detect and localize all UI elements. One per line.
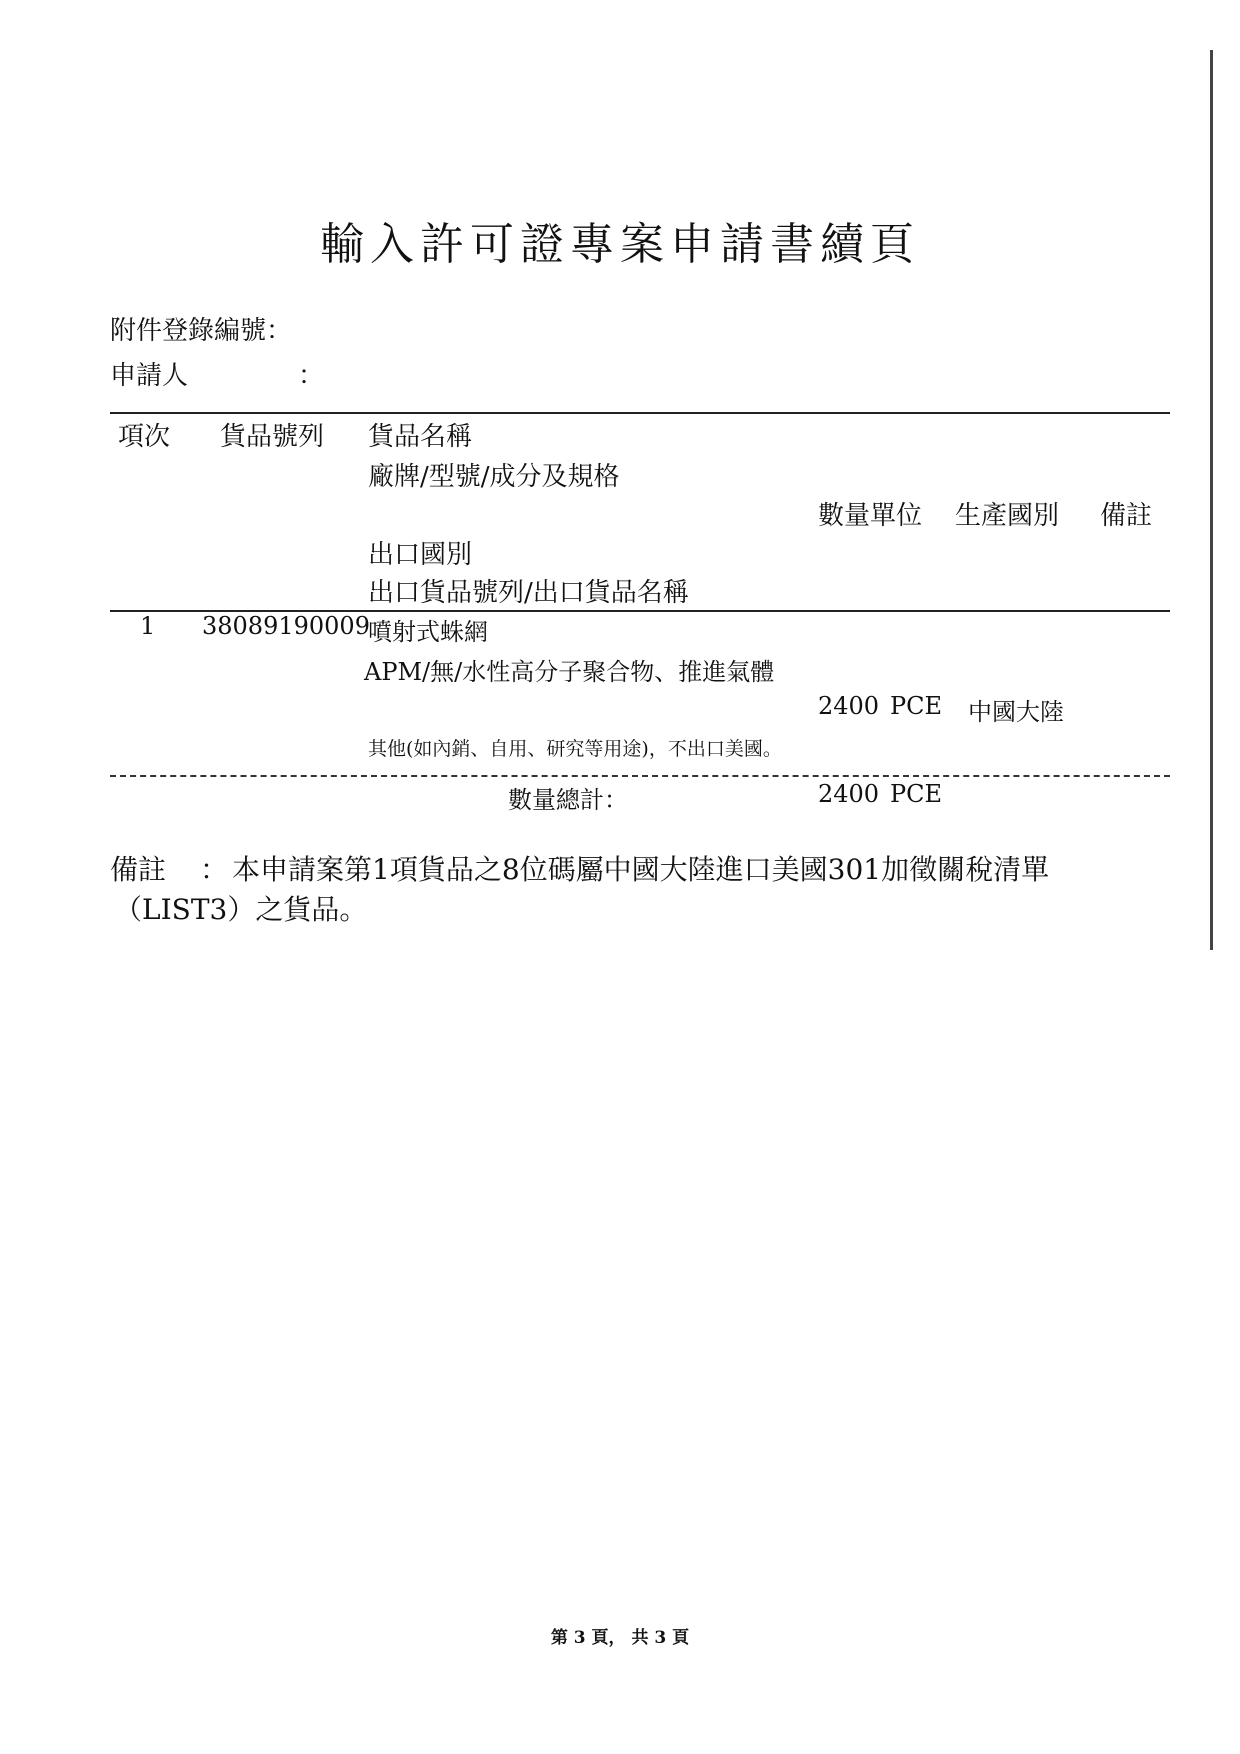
- remark-colon: ：: [200, 853, 229, 886]
- attachment-no-label: 附件登錄編號：: [110, 316, 293, 346]
- header-note: 備註: [1100, 501, 1153, 531]
- document-title: 輸入許可證專案申請書續頁: [320, 219, 920, 270]
- row-quantity: 2400: [818, 692, 880, 720]
- row-spec: APM/無/水性高分子聚合物、推進氣體: [364, 658, 775, 686]
- total-quantity: 2400: [818, 780, 880, 808]
- total-label: 數量總計：: [508, 786, 628, 814]
- header-export-country: 出口國別: [368, 540, 473, 570]
- remark-label: 備註: [110, 853, 167, 886]
- header-export-goods: 出口貨品號列/出口貨品名稱: [368, 578, 689, 608]
- row-origin: 中國大陸: [968, 698, 1064, 726]
- applicant-colon: ：: [298, 361, 325, 391]
- header-item-no: 項次: [118, 422, 171, 452]
- header-goods-name: 貨品名稱: [368, 422, 473, 452]
- remark-line-1: 本申請案第1項貨品之8位碼屬中國大陸進口美國301加徵關稅清單: [232, 853, 1050, 886]
- total-dashed-rule: [110, 775, 1170, 777]
- table-top-rule: [110, 412, 1170, 414]
- header-qty-unit: 數量單位: [818, 501, 923, 531]
- row-unit: PCE: [890, 692, 943, 720]
- row-goods-name: 噴射式蛛網: [368, 618, 488, 646]
- remark-line-2: （LIST3）之貨品。: [114, 893, 368, 926]
- row-purpose: 其他(如內銷、自用、研究等用途)，不出口美國。: [368, 738, 782, 760]
- header-goods-code: 貨品號列: [220, 422, 325, 452]
- scan-edge-mark: [1210, 50, 1213, 950]
- row-item-no: 1: [140, 612, 156, 640]
- row-goods-code: 38089190009: [202, 612, 370, 640]
- total-unit: PCE: [890, 780, 943, 808]
- header-origin: 生產國別: [955, 501, 1060, 531]
- applicant-label: 申請人: [110, 361, 189, 391]
- header-spec: 廠牌/型號/成分及規格: [368, 462, 620, 492]
- page-number: 第 3 頁， 共 3 頁: [550, 1628, 690, 1648]
